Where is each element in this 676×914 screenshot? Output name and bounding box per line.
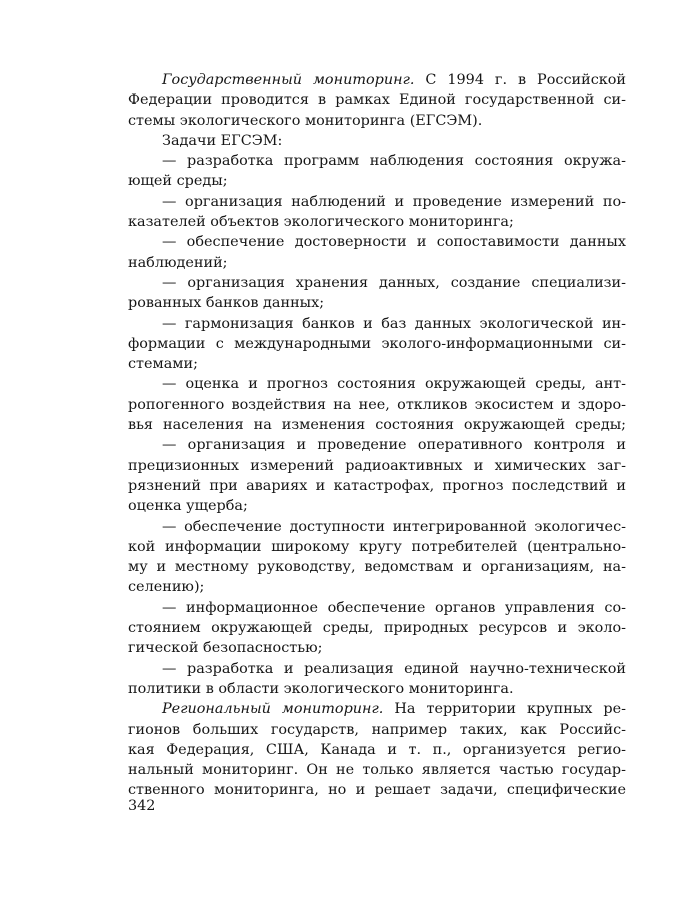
text-line	[128, 374, 626, 394]
text-span: Федерации проводится в рамках Единой государственной си-	[128, 92, 626, 109]
italic-heading: Государственный мониторинг.	[162, 72, 415, 88]
text-span: С 1994 г. в Российской	[414, 72, 626, 88]
text-line	[128, 517, 626, 537]
text-line	[128, 577, 626, 597]
text-span: На территории крупных ре-	[383, 701, 626, 718]
text-span: кая Федерация, США, Канада и т. п., организуется регио-	[128, 741, 626, 758]
text-span: гической безопасностью;	[128, 640, 323, 657]
text-span: стоянием окружающей среды, природных ресурсов и эколо-	[128, 620, 626, 637]
text-span: — обеспечение доступности интегрированной экологичес-	[162, 518, 626, 535]
text-line	[128, 476, 626, 496]
text-line	[128, 70, 626, 90]
text-span: — организация наблюдений и проведение измерений по-	[162, 193, 626, 210]
text-line	[128, 334, 626, 354]
text-line	[128, 679, 626, 699]
text-span: — организация и проведение оперативного контроля и	[162, 437, 626, 454]
text-line	[128, 415, 626, 435]
text-span: гионов больших государств, например таких, как Российс-	[128, 721, 626, 738]
text-line	[128, 720, 626, 740]
text-line	[128, 659, 626, 679]
text-line	[128, 253, 626, 273]
text-line	[128, 395, 626, 415]
text-span: формации с международными эколого-информационными си-	[128, 335, 626, 352]
text-line	[128, 314, 626, 334]
text-span: — организация хранения данных, создание специализи-	[162, 274, 626, 291]
text-span: — обеспечение достоверности и сопоставимости данных	[162, 234, 626, 251]
text-span: политики в области экологического мониторинга.	[128, 680, 514, 697]
text-span: — разработка программ наблюдения состояния окружа-	[162, 153, 626, 170]
text-span: — гармонизация банков и баз данных экологической ин-	[162, 315, 626, 332]
text-span: прецизионных измерений радиоактивных и химических заг-	[128, 457, 626, 474]
text-span: вья населения на изменения состояния окружающей среды;	[128, 417, 626, 434]
text-span: ственного мониторинга, но и решает задачи, специфические	[128, 782, 626, 799]
text-span: — разработка и реализация единой научно-технической	[162, 660, 626, 677]
text-line	[128, 212, 626, 232]
text-line	[128, 557, 626, 577]
text-line	[128, 293, 626, 313]
text-line	[128, 598, 626, 618]
text-line	[128, 273, 626, 293]
text-line	[128, 90, 626, 110]
text-line	[128, 618, 626, 638]
text-span: ропогенного воздействия на нее, откликов экосистем и здоро-	[128, 396, 626, 413]
text-span: рованных банков данных;	[128, 295, 325, 312]
book-page-text	[128, 70, 626, 801]
text-line	[128, 740, 626, 760]
text-line	[128, 171, 626, 191]
text-span: рязнений при авариях и катастрофах, прогноз последствий и	[128, 477, 626, 494]
text-span: ющей среды;	[128, 173, 228, 190]
italic-heading: Региональный мониторинг.	[162, 701, 384, 718]
text-line	[128, 760, 626, 780]
text-span: оценка ущерба;	[128, 498, 248, 515]
text-line	[128, 192, 626, 212]
text-span: нальный мониторинг. Он не только является частью государ-	[128, 762, 626, 779]
text-line	[128, 111, 626, 131]
page-number: 342	[128, 798, 156, 814]
text-line	[128, 354, 626, 374]
text-line	[128, 151, 626, 171]
text-line	[128, 131, 626, 151]
text-line	[128, 638, 626, 658]
text-span: му и местному руководству, ведомствам и организациям, на-	[128, 559, 626, 576]
text-span: — информационное обеспечение органов управления со-	[162, 599, 626, 616]
text-span: селению);	[128, 579, 205, 596]
text-span: казателей объектов экологического мониторинга;	[128, 214, 514, 231]
text-line	[128, 699, 626, 719]
text-line	[128, 496, 626, 516]
text-span: стемы экологического мониторинга (ЕГСЭМ).	[128, 112, 483, 129]
text-span: кой информации широкому кругу потребителей (центрально-	[128, 538, 626, 555]
text-line	[128, 537, 626, 557]
text-line	[128, 232, 626, 252]
text-span: — оценка и прогноз состояния окружающей среды, ант-	[162, 376, 626, 393]
text-line	[128, 435, 626, 455]
text-span: наблюдений;	[128, 254, 228, 271]
text-span: Задачи ЕГСЭМ:	[162, 132, 283, 149]
text-span: стемами;	[128, 356, 198, 373]
text-line	[128, 780, 626, 800]
text-line	[128, 456, 626, 476]
